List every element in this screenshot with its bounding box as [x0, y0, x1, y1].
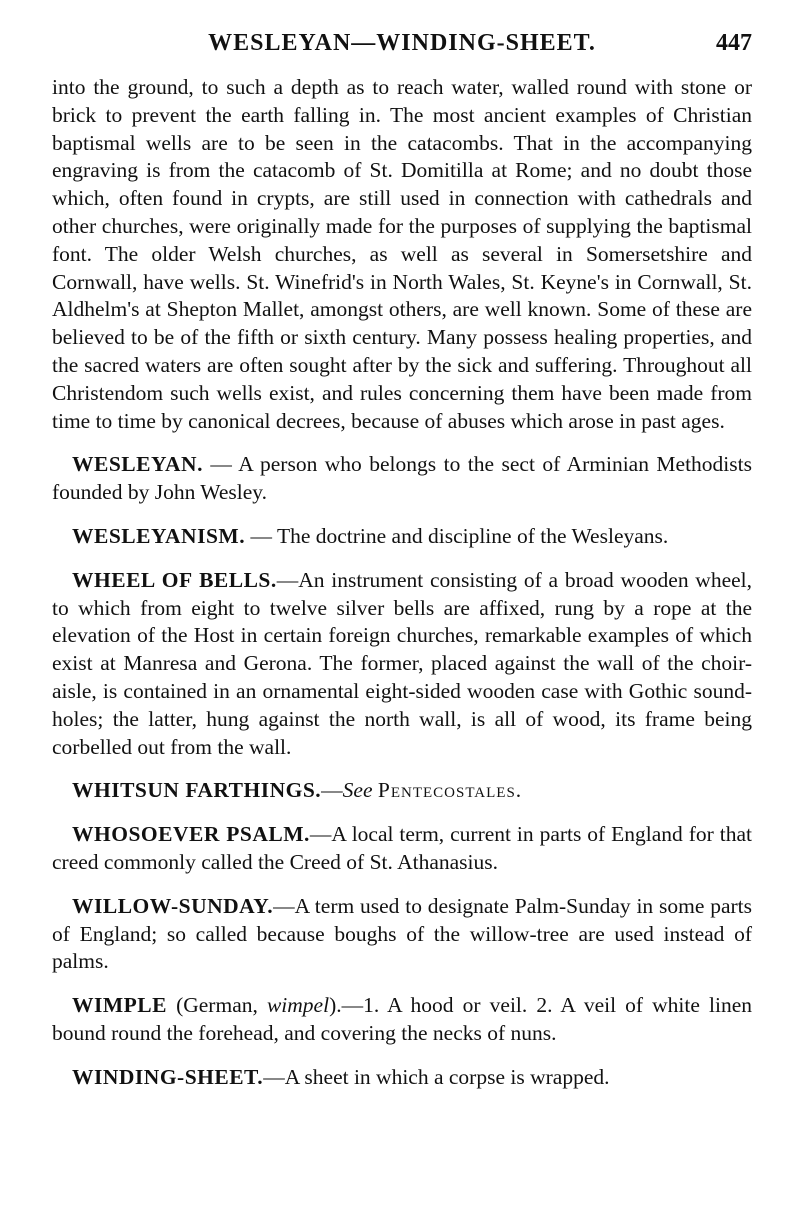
page-number: 447 — [716, 30, 752, 56]
entry-definition: —An instrument consisting of a broad wooden wheel, to which from eight to twelve silver bells are affixed, rung by a rope at the elevation of the Host in certain foreign churches, remarkable examples of which exist at Manresa and Gerona. The former, placed against the wall of the choir-aisle, is contained in an ornamental eight-sided wooden case with Gothic sound-holes; the latter, hung against the north wall, is all of wood, its frame being corbelled out from the wall. — [52, 567, 753, 759]
entry-term: WESLEYAN. — [72, 452, 203, 477]
entry-whosoever-psalm — [52, 821, 752, 877]
entry-definition: —A term used to designate Palm-Sunday in some parts of England; so called because boughs of the willow-tree are used instead of palms. — [52, 893, 752, 974]
entry-term: WILLOW-SUNDAY. — [72, 893, 274, 918]
entry-definition: ).—1. A hood or veil. 2. A veil of white linen bound round the forehead, and covering the necks of nuns. — [52, 993, 752, 1045]
entry-whitsun-farthings — [52, 777, 752, 805]
entry-term: WHOSOEVER PSALM. — [72, 822, 310, 847]
foreign-word: wimpel — [266, 993, 330, 1018]
entry-definition: — The doctrine and discipline of the Wesleyans. — [245, 523, 669, 548]
running-title: WESLEYAN—WINDING-SHEET. — [208, 30, 596, 56]
entry-wimple — [52, 992, 752, 1048]
entry-willow-sunday — [52, 893, 752, 976]
cross-reference: Pentecostales. — [377, 778, 523, 803]
entry-definition: — A person who belongs to the sect of Arminian Methodists founded by John Wesley. — [52, 452, 752, 505]
entry-definition: — — [321, 778, 343, 803]
entry-wesleyan — [52, 451, 752, 507]
page-header — [52, 22, 752, 56]
entry-winding-sheet — [52, 1064, 752, 1092]
see-label: See — [342, 778, 373, 803]
entry-wheel-of-bells — [52, 567, 752, 762]
entry-term: WHEEL OF BELLS. — [72, 567, 277, 592]
page-body — [52, 74, 752, 1092]
entry-definition: —A sheet in which a corpse is wrapped. — [263, 1064, 610, 1089]
entry-wesleyanism — [52, 523, 752, 551]
entry-definition: —A local term, current in parts of England for that creed commonly called the Creed of St. Athanasius. — [52, 822, 752, 874]
continued-paragraph: into the ground, to such a depth as to reach water, walled round with stone or brick to prevent the earth falling in. The most ancient examples of Christian baptismal wells are to be seen in the catacombs. That in the accompanying engraving is from the catacomb of St. Domitilla at Rome; and no doubt those which, often found in crypts, are still used in connection with cathedrals and other churches, were originally made for the purposes of supplying the baptismal font. The older Welsh churches, as well as several in Somersetshire and Cornwall, have wells. St. Winefrid's in North Wales, St. Keyne's in Cornwall, St. Aldhelm's at Shepton Mallet, amongst others, are well known. Some of these are believed to be of the fifth or sixth century. Many possess healing properties, and the sacred waters are often sought after by the sick and suffering. Throughout all Christendom such wells exist, and rules concerning them have been made from time to time by canonical decrees, because of abuses which arose in past ages. — [52, 75, 752, 433]
entry-term: WIMPLE — [72, 993, 167, 1018]
entry-etymology-open: (German, — [166, 993, 267, 1018]
entry-term: WINDING-SHEET. — [72, 1064, 264, 1089]
entry-term: WHITSUN FARTHINGS. — [72, 778, 322, 803]
entry-term: WESLEYANISM. — [72, 523, 246, 548]
